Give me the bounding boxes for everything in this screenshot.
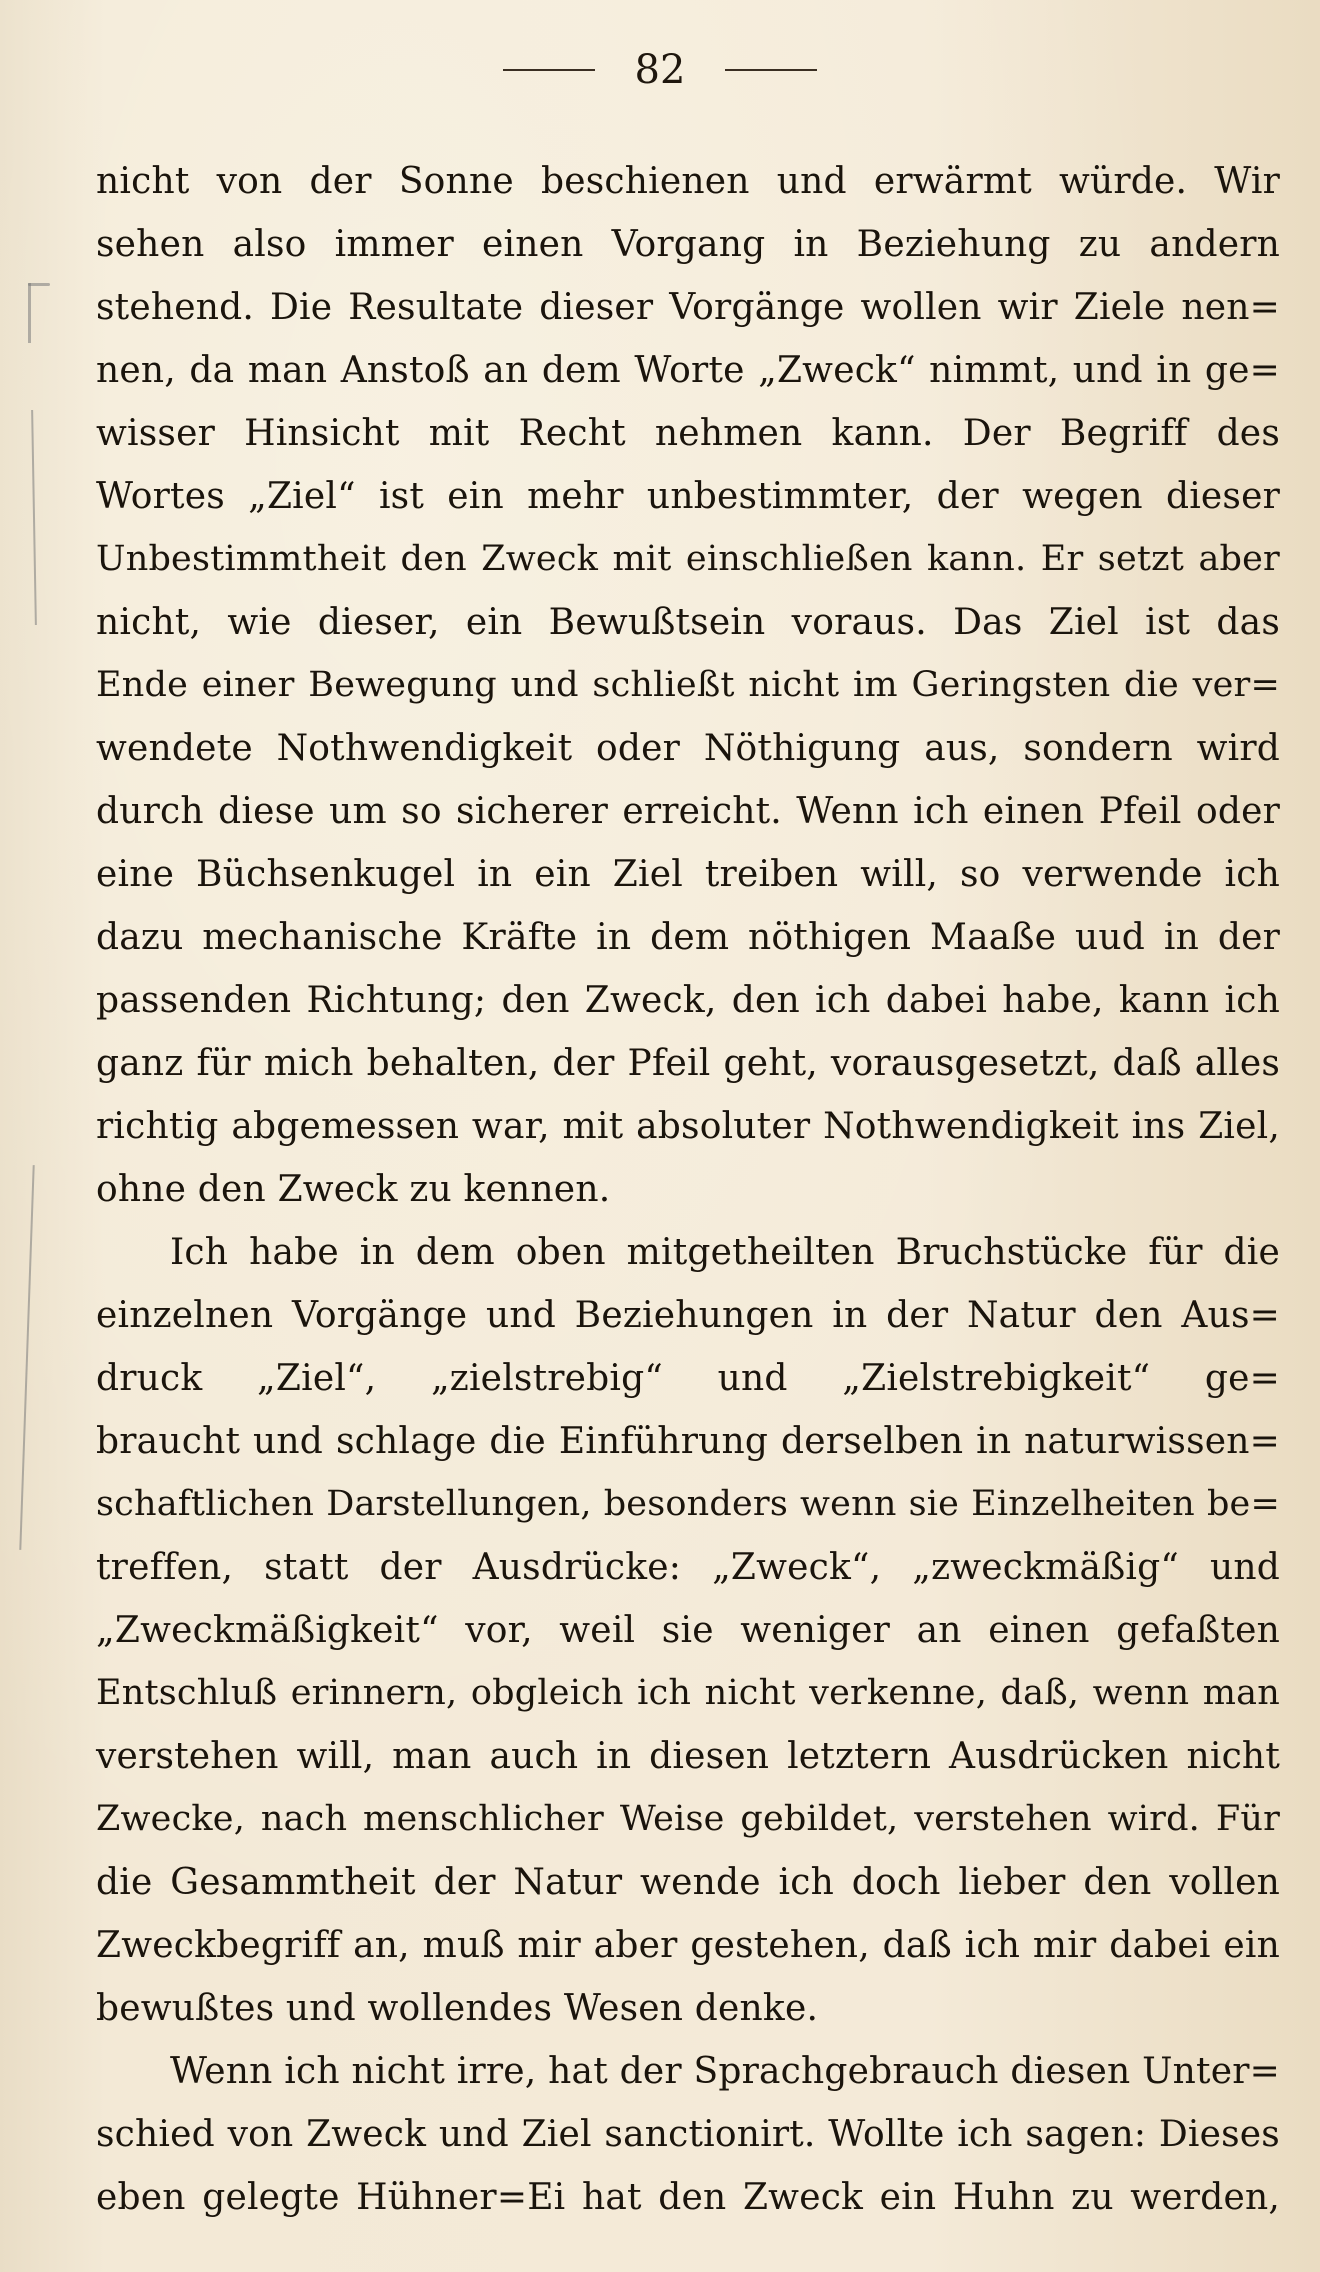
page-header [0,40,1320,100]
pencil-bracket-mark [28,283,50,286]
text-line: ganz für mich behalten, der Pfeil geht, vorausgesetzt, daß alles [96,1043,1280,1084]
text-line: eben gelegte Hühner=Ei hat den Zweck ein Huhn zu werden, [96,2177,1280,2218]
text-line: „Zweckmäßigkeit“ vor, weil sie weniger an einen gefaßten [96,1610,1280,1651]
text-line: Unbestimmtheit den Zweck mit einschließen kann. Er setzt aber [96,539,1280,579]
text-line: sehen also immer einen Vorgang in Beziehung zu andern [96,224,1280,265]
paragraph-2 [96,1221,1280,2040]
text-line: Zwecke, nach menschlicher Weise gebildet, verstehen wird. Für [96,1799,1280,1839]
text-line: Entschluß erinnern, obgleich ich nicht verkenne, daß, wenn man [96,1673,1280,1713]
text-line: ohne den Zweck zu kennen. [96,1169,611,1210]
text-line: durch diese um so sicherer erreicht. Wenn ich einen Pfeil oder [96,791,1280,832]
text-line: Wenn ich nicht irre, hat der Sprachgebrauch diesen Unter= [170,2051,1280,2092]
body-text [96,150,1280,2229]
text-line: Wortes „Ziel“ ist ein mehr unbestimmter, der wegen dieser [96,476,1280,517]
text-line: wisser Hinsicht mit Recht nehmen kann. Der Begriff des [96,413,1280,454]
text-line: passenden Richtung; den Zweck, den ich dabei habe, kann ich [96,980,1280,1021]
text-line: einzelnen Vorgänge und Beziehungen in der Natur den Aus= [96,1295,1280,1336]
pencil-bracket-mark-vertical [28,283,31,343]
page-number: 82 [634,47,686,93]
text-line: schied von Zweck und Ziel sanctionirt. Wollte ich sagen: Dieses [96,2114,1280,2155]
text-line: nicht von der Sonne beschienen und erwärmt würde. Wir [96,161,1280,202]
text-line: die Gesammtheit der Natur wende ich doch lieber den vollen [96,1862,1280,1903]
pencil-margin-line [31,410,37,625]
pencil-margin-line [19,1165,34,1550]
header-rule-right [725,69,817,71]
text-line: bewußtes und wollendes Wesen denke. [96,1988,819,2029]
paragraph-3 [96,2040,1280,2229]
text-line: richtig abgemessen war, mit absoluter Nothwendigkeit ins Ziel, [96,1106,1280,1147]
text-line: verstehen will, man auch in diesen letztern Ausdrücken nicht [96,1736,1280,1777]
text-line: nicht, wie dieser, ein Bewußtsein voraus. Das Ziel ist das [96,602,1280,643]
text-line: Ich habe in dem oben mitgetheilten Bruchstücke für die [170,1232,1280,1273]
text-line: eine Büchsenkugel in ein Ziel treiben will, so verwende ich [96,854,1280,895]
text-line: Ende einer Bewegung und schließt nicht im Geringsten die ver= [96,665,1280,705]
paragraph-1 [96,150,1280,1221]
text-line: wendete Nothwendigkeit oder Nöthigung aus, sondern wird [96,728,1280,769]
text-line: nen, da man Anstoß an dem Worte „Zweck“ nimmt, und in ge= [96,350,1280,391]
header-rule-left [503,69,595,71]
text-line: Zweckbegriff an, muß mir aber gestehen, daß ich mir dabei ein [96,1925,1280,1966]
text-line: druck „Ziel“, „zielstrebig“ und „Zielstrebigkeit“ ge= [96,1358,1280,1399]
text-line: stehend. Die Resultate dieser Vorgänge wollen wir Ziele nen= [96,287,1280,328]
text-line: braucht und schlage die Einführung derselben in naturwissen= [96,1421,1280,1462]
text-line: treffen, statt der Ausdrücke: „Zweck“, „zweckmäßig“ und [96,1547,1280,1588]
text-line: schaftlichen Darstellungen, besonders wenn sie Einzelheiten be= [96,1484,1280,1524]
text-line: dazu mechanische Kräfte in dem nöthigen Maaße uud in der [96,917,1280,958]
